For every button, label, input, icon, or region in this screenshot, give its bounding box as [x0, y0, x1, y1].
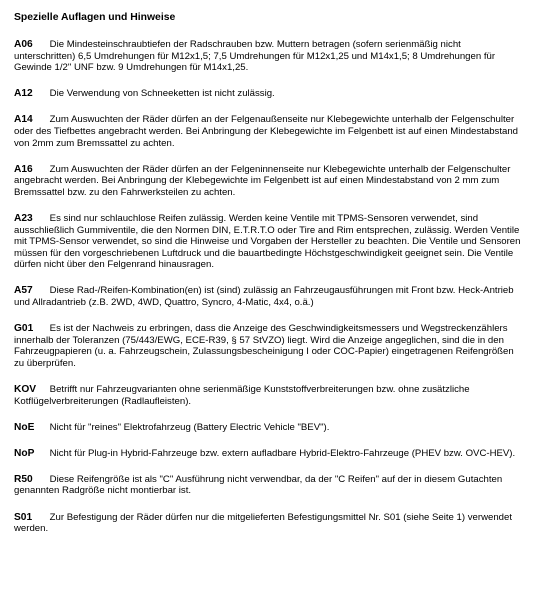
note-entry-a16: [14, 164, 522, 199]
note-text: Nicht für Plug-in Hybrid-Fahrzeuge bzw. extern aufladbare Hybrid-Elektro-Fahrzeuge (PHEV bzw. OVC-HEV).: [49, 447, 516, 459]
note-text: Diese Reifengröße ist als "C" Ausführung nicht verwendbar, da der "C Reifen" auf der in diesem Gutachten genannten Radgröße nicht montierbar ist.: [14, 473, 503, 497]
note-entry-g01: [14, 323, 522, 369]
note-text: Die Verwendung von Schneeketten ist nicht zulässig.: [49, 88, 275, 100]
note-entry-a06: [14, 39, 522, 74]
note-code: A06: [14, 39, 33, 50]
note-text: Zur Befestigung der Räder dürfen nur die mitgelieferten Befestigungsmittel Nr. S01 (siehe Seite 1) verwendet werden.: [14, 511, 513, 535]
note-entry-r50: [14, 474, 522, 497]
document-page: [14, 11, 522, 549]
note-text: Nicht für "reines" Elektrofahrzeug (Battery Electric Vehicle "BEV").: [49, 421, 330, 433]
note-code: G01: [14, 323, 34, 335]
note-code: KOV: [14, 383, 37, 395]
note-text: Zum Auswuchten der Räder dürfen an der Felgenaußenseite nur Klebegewichte unterhalb der Felgenschulter oder des Tiefbettes angebracht werden. Bei Anbringung der Klebegewichte im Felgenbett ist auf einen Mindestabstand von 2mm zum Bremssattel zu achten.: [14, 114, 518, 149]
note-entry-noe: [14, 422, 522, 434]
note-text: Diese Rad-/Reifen-Kombination(en) ist (sind) zulässig an Fahrzeugausführungen mit Front bzw. Heck-Antrieb und Allradantrieb (z.B. 2WD, 4WD, Quattro, Syncro, 4-Matic, 4x4, o.ä.): [14, 285, 514, 308]
note-code: A12: [14, 88, 33, 100]
note-code: R50: [14, 473, 33, 485]
note-entry-s01: [14, 512, 522, 535]
note-text: Die Mindesteinschraubtiefen der Radschrauben bzw. Muttern betragen (sofern serienmäßig nicht unterschritten) 6,5 Umdrehungen für M12x1,5; 7,5 Umdrehungen für M12x1,25 und M14x1,5; 8 Umdrehungen für Gewinde 1/2" UNF bzw. 9 Umdrehungen für M14x1,25.: [14, 39, 496, 74]
note-entry-a23: [14, 213, 522, 271]
section-heading: Spezielle Auflagen und Hinweise: [14, 12, 176, 23]
note-code: S01: [14, 511, 33, 523]
note-entry-a57: [14, 285, 522, 308]
note-entry-a14: [14, 114, 522, 149]
note-entry-nop: [14, 448, 522, 460]
note-text: Betrifft nur Fahrzeugvarianten ohne serienmäßige Kunststoffverbreiterungen bzw. ohne zusätzliche Kotflügelverbreiterungen (Radlaufleisten).: [14, 383, 470, 407]
note-code: A16: [14, 163, 33, 175]
note-entry-a12: [14, 88, 522, 100]
note-text: Zum Auswuchten der Räder dürfen an der Felgeninnenseite nur Klebegewichte unterhalb der Felgenschulter angebracht werden. Bei Anbringung der Klebegewichte im Felgenbett ist auf einen Mindestabstand von 2 mm zum Bremssattel bzw. zu den Fahrwerksteilen zu achten.: [14, 163, 511, 198]
note-text: Es sind nur schlauchlose Reifen zulässig. Werden keine Ventile mit TPMS-Sensoren verwendet, sind ausschließlich Gummiventile, die den Normen DIN, E.T.R.T.O oder Tire and Rim entsprechen, zulässig. Werden Ventile mit TPMS-Sensor verwendet, so sind die Hinweise und Vorgaben der Hersteller zu beachten. Die Ventile und Sensoren müssen für den vorgeschriebenen Luftdruck und die bauartbedingte Höchstgeschwindigkeit geeignet sein. Die Ventile dürfen nicht über den Felgenrand hinausragen.: [14, 212, 521, 271]
note-code: A57: [14, 285, 33, 297]
note-code: NoP: [14, 447, 35, 459]
note-entry-kov: [14, 384, 522, 407]
note-code: NoE: [14, 421, 35, 433]
note-code: A14: [14, 114, 33, 126]
note-text: Es ist der Nachweis zu erbringen, dass die Anzeige des Geschwindigkeitsmessers und Wegstreckenzählers innerhalb der Toleranzen (75/443/EWG, ECE-R39, § 57 StVZO) liegt. Wird die Anzeige angeglichen, sind die in den Fahrzeugpapieren (u. a. Fahrzeugschein, Zulassungsbescheinigung I oder COC-Papier) eingetragenen Reifengrößen zu überprüfen.: [14, 323, 514, 369]
note-code: A23: [14, 212, 33, 224]
